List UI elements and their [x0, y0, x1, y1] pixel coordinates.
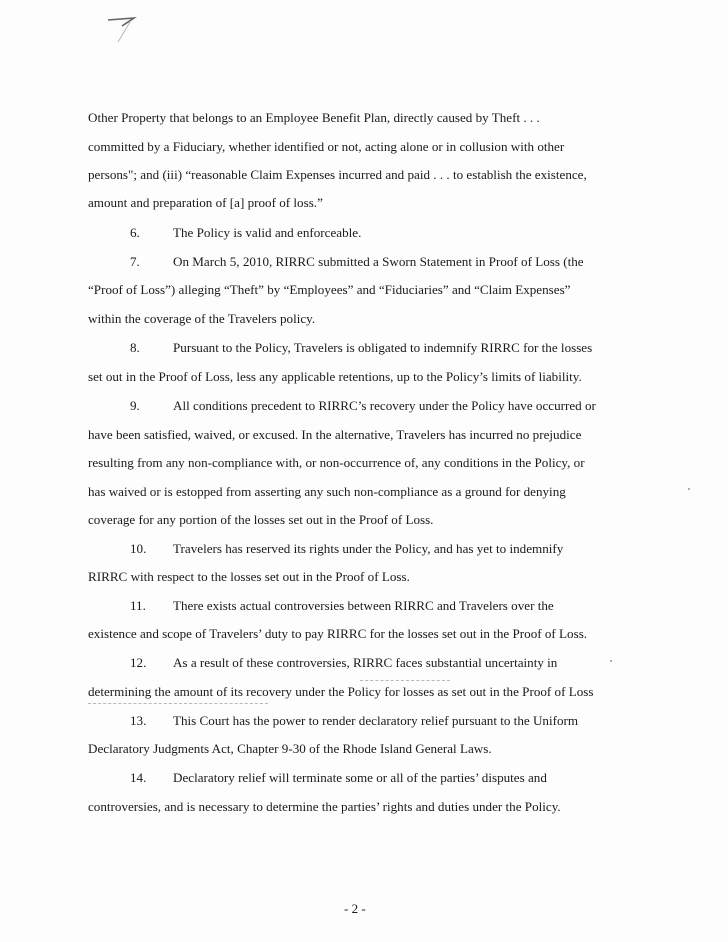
- paragraph-number: 9.: [130, 398, 140, 413]
- paragraph-number: 12.: [130, 655, 147, 670]
- paragraph-number: 8.: [130, 340, 140, 355]
- continuation-line-1: Other Property that belongs to an Employee Benefit Plan, directly caused by Theft . . .: [88, 110, 540, 125]
- paragraph-number: 6.: [130, 225, 140, 240]
- page-number: - 2 -: [344, 901, 366, 916]
- scan-artifact-mark: [104, 14, 140, 50]
- paragraph-line: have been satisfied, waived, or excused. In the alternative, Travelers has incurred no prejudice: [88, 427, 582, 442]
- paragraph-line: resulting from any non-compliance with, or non-occurrence of, any conditions in the Policy, or: [88, 455, 585, 470]
- paragraph-line: determining the amount of its recovery under the Policy for losses as set out in the Proof of Loss: [88, 684, 594, 699]
- paragraph-number: 13.: [130, 713, 147, 728]
- scan-speck: [610, 660, 612, 662]
- paragraph-line: within the coverage of the Travelers policy.: [88, 311, 316, 326]
- paragraph-line: Declaratory Judgments Act, Chapter 9-30 of the Rhode Island General Laws.: [88, 741, 492, 756]
- paragraph-line: controversies, and is necessary to determine the parties’ rights and duties under the Policy.: [88, 799, 561, 814]
- paragraph-line: Declaratory relief will terminate some or all of the parties’ disputes and: [173, 770, 547, 785]
- continuation-line-4: amount and preparation of [a] proof of loss.”: [88, 195, 323, 210]
- paragraph-line: existence and scope of Travelers’ duty to pay RIRRC for the losses set out in the Proof of Loss.: [88, 626, 588, 641]
- paragraph-number: 10.: [130, 541, 147, 556]
- paragraph-line: On March 5, 2010, RIRRC submitted a Sworn Statement in Proof of Loss (the: [173, 254, 584, 269]
- scan-underline-artifact: [88, 703, 268, 704]
- paragraph-line: All conditions precedent to RIRRC’s recovery under the Policy have occurred or: [173, 398, 596, 413]
- paragraph-line: coverage for any portion of the losses set out in the Proof of Loss.: [88, 512, 434, 527]
- paragraph-line: The Policy is valid and enforceable.: [173, 225, 362, 240]
- paragraph-number: 11.: [130, 598, 146, 613]
- paragraph-line: There exists actual controversies between RIRRC and Travelers over the: [173, 598, 554, 613]
- continuation-line-3: persons"; and (iii) “reasonable Claim Expenses incurred and paid . . . to establish the existence,: [88, 167, 587, 182]
- paragraph-line: Travelers has reserved its rights under the Policy, and has yet to indemnify: [173, 541, 564, 556]
- continuation-line-2: committed by a Fiduciary, whether identified or not, acting alone or in collusion with other: [88, 139, 565, 154]
- paragraph-number: 14.: [130, 770, 147, 785]
- scan-speck: [688, 488, 690, 490]
- paragraph-line: As a result of these controversies, RIRRC faces substantial uncertainty in: [173, 655, 558, 670]
- paragraph-line: RIRRC with respect to the losses set out in the Proof of Loss.: [88, 569, 410, 584]
- paragraph-line: Pursuant to the Policy, Travelers is obligated to indemnify RIRRC for the losses: [173, 340, 593, 355]
- paragraph-line: “Proof of Loss”) alleging “Theft” by “Employees” and “Fiduciaries” and “Claim Expenses”: [88, 282, 571, 297]
- paragraph-line: This Court has the power to render declaratory relief pursuant to the Uniform: [173, 713, 579, 728]
- scan-underline-artifact: [360, 680, 450, 681]
- paragraph-line: has waived or is estopped from asserting any such non-compliance as a ground for denying: [88, 484, 566, 499]
- paragraph-line: set out in the Proof of Loss, less any applicable retentions, up to the Policy’s limits of liability.: [88, 369, 582, 384]
- paragraph-number: 7.: [130, 254, 140, 269]
